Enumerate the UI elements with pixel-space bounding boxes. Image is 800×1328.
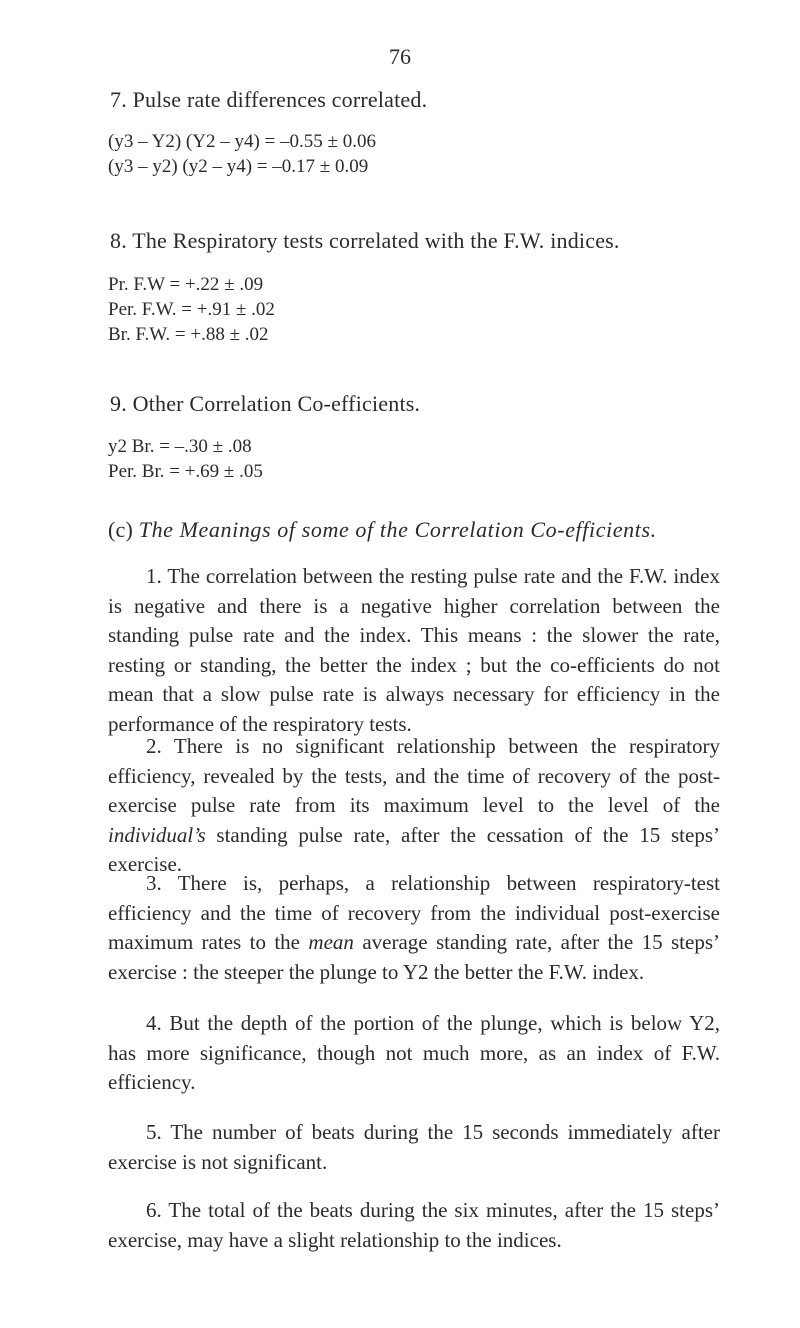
section-c-label: (c) (108, 517, 134, 542)
page-number: 76 (389, 44, 411, 69)
paragraph-2-text-b: standing pulse rate, after the cessation of the 15 steps’ exercise. (108, 822, 720, 876)
section-7-lines (108, 129, 720, 179)
paragraph-4-text: 4. But the depth of the portion of the plunge, which is below Y2, has more significance, though not much more, as an index of F.W. efficiency. (108, 1011, 720, 1094)
section-8-lines (108, 272, 720, 347)
paragraph-3-text-b: average standing rate, after the 15 steps’ exercise : the steeper the plunge to Y2 the better the F.W. index. (108, 930, 720, 984)
section-9-lines (108, 434, 720, 484)
paragraph-2-text-a: 2. There is no significant relationship between the respiratory efficiency, revealed by the tests, and the time of recovery of the post-exercise pulse rate from its maximum level to the level of the (108, 734, 720, 817)
section-8-heading: 8. The Respiratory tests correlated with the F.W. indices. (110, 228, 620, 253)
paragraph-3-text (108, 869, 720, 987)
paragraph-2-text (108, 732, 720, 880)
section-8 (108, 227, 720, 255)
section-c-heading: The Meanings of some of the Correlation Co-efficients. (138, 517, 657, 542)
paragraph-5 (108, 1118, 720, 1177)
equation-line: Per. Br. = +.69 ± .05 (108, 461, 263, 482)
equation-line: Per. F.W. = +.91 ± .02 (108, 299, 275, 320)
paragraph-3-text-a: 3. There is, perhaps, a relationship between respiratory-test efficiency and the time of recovery from the individual post-exercise maximum rates to the (108, 871, 720, 954)
paragraph-1-text: 1. The correlation between the resting pulse rate and the F.W. index is negative and there is a negative higher correlation between the standing pulse rate and the index. This means : the slower the rate, resting or standing, the better the index ; but the co-efficients do not mean that a slow pulse rate is always necessary for efficiency in the performance of the respiratory tests. (108, 564, 720, 736)
paragraph-6-text: 6. The total of the beats during the six minutes, after the 15 steps’ exercise, may have a slight relationship to the indices. (108, 1198, 720, 1252)
paragraph-3-emphasis: mean (308, 930, 354, 954)
paragraph-2-emphasis: individual’s (108, 822, 206, 847)
equation-line: (y3 – y2) (y2 – y4) = –0.17 ± 0.09 (108, 156, 369, 177)
equation-line: (y3 – Y2) (Y2 – y4) = –0.55 ± 0.06 (108, 131, 376, 152)
section-7-heading: 7. Pulse rate differences correlated. (110, 87, 428, 112)
paragraph-3 (108, 869, 720, 987)
paragraph-2 (108, 732, 720, 880)
paragraph-4 (108, 1009, 720, 1098)
equation-line: Pr. F.W = +.22 ± .09 (108, 274, 264, 295)
section-7 (108, 86, 720, 114)
section-9 (108, 390, 720, 418)
paragraph-5-text: 5. The number of beats during the 15 seconds immediately after exercise is not significant. (108, 1120, 720, 1174)
paragraph-1 (108, 562, 720, 739)
equation-line: y2 Br. = –.30 ± .08 (108, 436, 252, 457)
section-c-heading-line (108, 516, 720, 544)
paragraph-6 (108, 1196, 720, 1255)
section-9-heading: 9. Other Correlation Co-efficients. (110, 391, 421, 416)
section-c (108, 516, 720, 544)
equation-line: Br. F.W. = +.88 ± .02 (108, 324, 269, 345)
